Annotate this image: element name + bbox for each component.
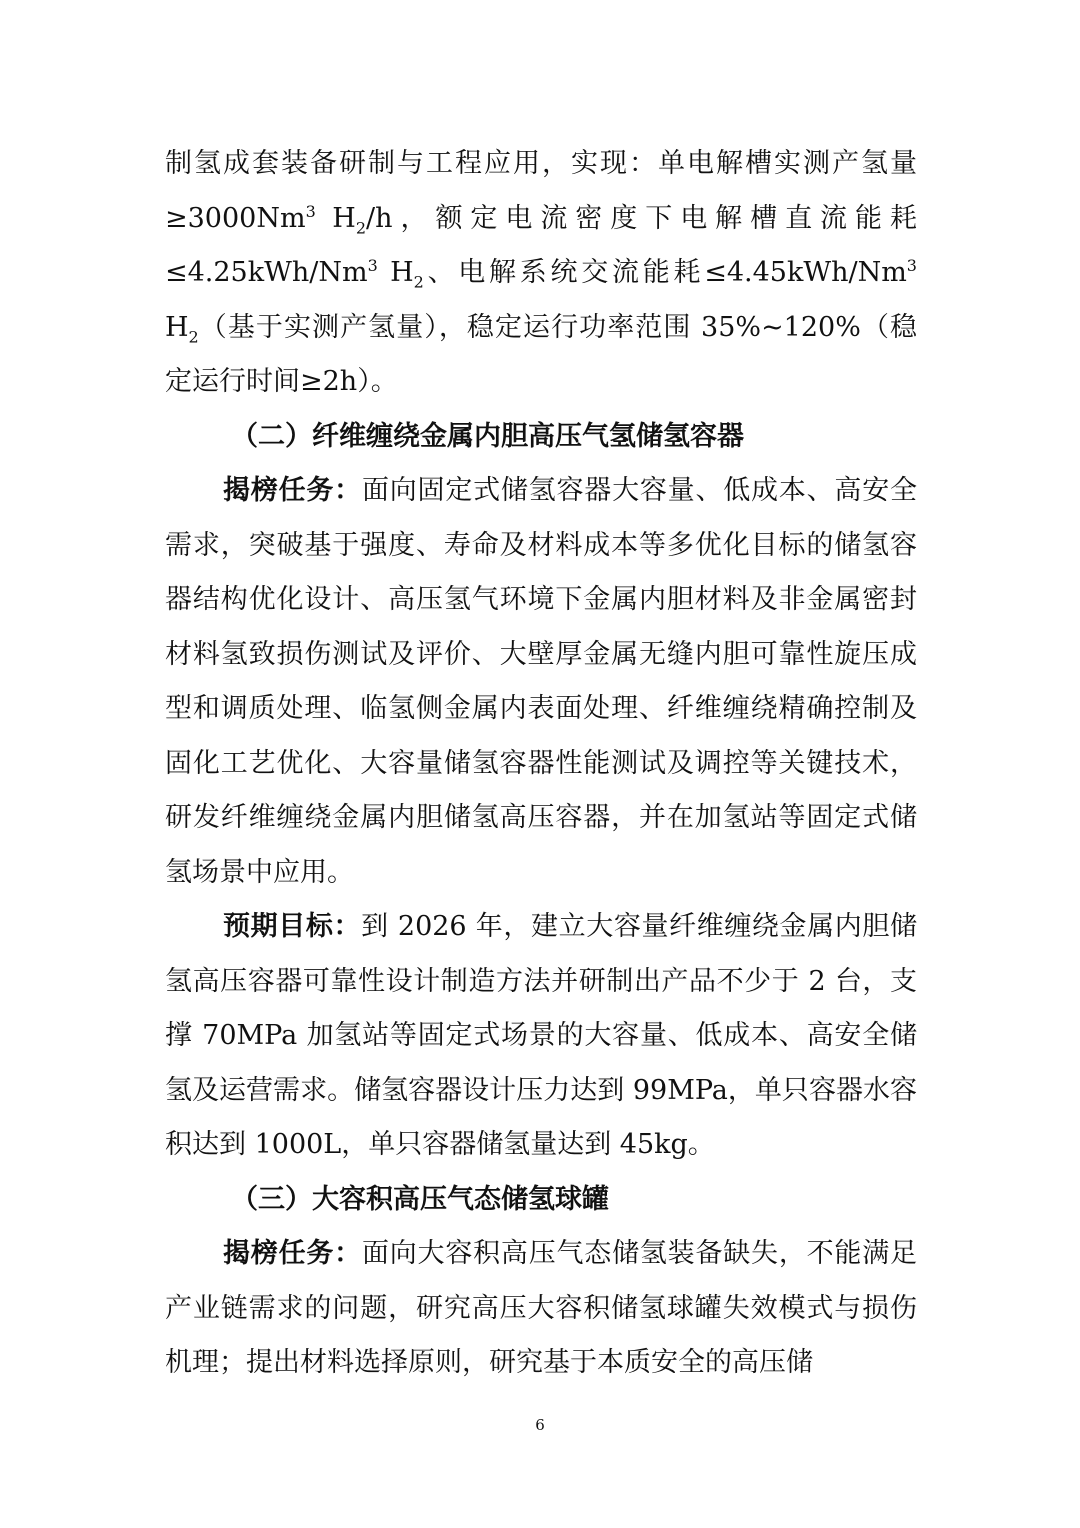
task-label: 揭榜任务： [223,1238,362,1269]
task-text: 面向固定式储氢容器大容量、低成本、高安全需求，突破基于强度、寿命及材料成本等多优化目标的储氢容器结构优化设计、高压氢气环境下金属内胆材料及非金属密封材料氢致损伤测试及评价、大壁厚金属无缝内胆可靠性旋压成型和调质处理、临氢侧金属内表面处理、纤维缠绕精确控制及固化工艺优化、大容量储氢容器性能测试及调控等关键技术，研发纤维缠绕金属内胆储氢高压容器，并在加氢站等固定式储氢场景中应用。 [165,475,918,888]
text-run: /h，额定电流密度下电解槽直流能耗≤4.25kWh/Nm [165,202,917,288]
section-heading-2: （二）纤维缠绕金属内胆高压气氢储氢容器 [231,420,744,452]
paragraph-task-3 [165,1227,917,1391]
text-run: H [165,311,189,343]
text-run: H [315,202,356,234]
text-run: 、电解系统交流能耗≤4.45kWh/Nm [423,257,907,288]
text-run: H [377,257,414,288]
document-body [165,137,917,1391]
page-number: 6 [535,1416,545,1434]
paragraph-goal-2 [165,900,917,1173]
superscript: 3 [906,256,917,275]
subscript: 2 [188,326,199,346]
goal-label: 预期目标： [223,911,362,942]
text-run: （基于实测产氢量），稳定运行功率范围 35%~120%（稳定运行时间≥2h）。 [165,311,917,397]
section-heading-3: （三）大容积高压气态储氢球罐 [231,1183,609,1215]
goal-text: 到 2026 年，建立大容量纤维缠绕金属内胆储氢高压容器可靠性设计制造方法并研制出产品不少于 2 台，支撑 70MPa 加氢站等固定式场景的大容量、低成本、高安全储氢及运营需求。储氢容器设计压力达到 99MPa，单只容器水容积达到 1000L，单只容器储氢量达到 45kg。 [165,911,917,1160]
task-text: 面向大容积高压气态储氢装备缺失，不能满足产业链需求的问题，研究高压大容积储氢球罐失效模式与损伤机理；提出材料选择原则，研究基于本质安全的高压储 [165,1238,918,1378]
subscript: 2 [355,217,367,237]
superscript: 3 [367,256,378,275]
paragraph-hydrogen-electrolysis-targets [165,137,917,410]
text-run: 制氢成套装备研制与工程应用，实现：单电解槽实测产氢量≥3000Nm [165,148,917,234]
paragraph-task-2 [165,464,917,900]
subscript: 2 [413,272,424,292]
task-label: 揭榜任务： [223,475,362,506]
superscript: 3 [305,201,316,221]
